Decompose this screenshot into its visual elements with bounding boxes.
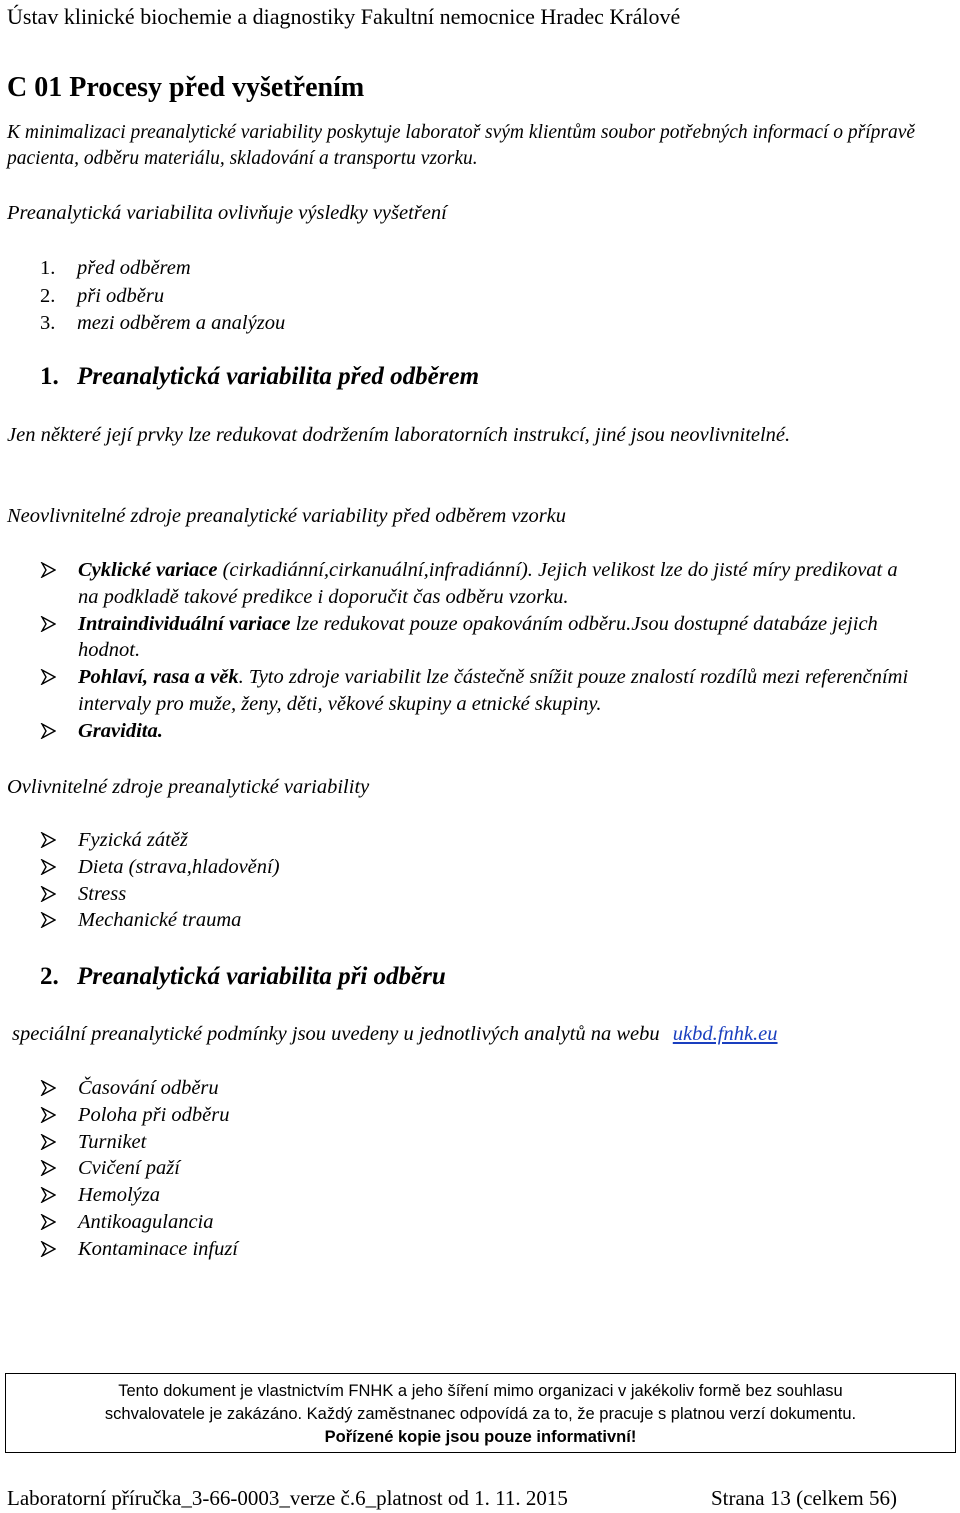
influence-text: Preanalytická variabilita ovlivňuje výsledky vyšetření xyxy=(7,202,447,224)
arrow-bullet-icon xyxy=(40,1134,56,1150)
arrow-bullet-icon xyxy=(40,859,56,875)
arrow-bullet-icon xyxy=(40,1214,56,1230)
item-bold: Intraindividuální variace xyxy=(78,612,291,635)
phase-list xyxy=(40,255,285,338)
item-text: Fyzická zátěž xyxy=(78,829,188,851)
notice-line-bold: Pořízené kopie jsou pouze informativní! xyxy=(324,1428,637,1446)
list-item xyxy=(40,1155,920,1182)
list-item xyxy=(40,881,920,908)
ownership-notice xyxy=(5,1373,956,1453)
section1-subheading2: Ovlivnitelné zdroje preanalytické variability xyxy=(7,776,370,798)
notice-line: schvalovatele je zakázáno. Každý zaměstnanec odpovídá za to, že pracuje s platnou verzí dokumentu. xyxy=(104,1405,857,1423)
item-text: Cvičení paží xyxy=(78,1157,180,1180)
list-number: 1. xyxy=(40,257,56,279)
arrow-bullet-icon xyxy=(40,1107,56,1123)
web-link[interactable]: ukbd.fnhk.eu xyxy=(672,1023,778,1045)
item-bold: Gravidita. xyxy=(78,719,163,742)
list-item xyxy=(40,255,285,283)
list-item xyxy=(40,1129,920,1156)
list-item xyxy=(40,1182,920,1209)
item-text: Kontaminace infuzí xyxy=(78,1237,239,1260)
item-text: Poloha při odběru xyxy=(78,1103,230,1126)
section1-subheading: Neovlivnitelné zdroje preanalytické variability před odběrem vzorku xyxy=(7,505,567,527)
list-number: 2. xyxy=(40,284,56,307)
list-item xyxy=(40,283,285,311)
notice-line: Tento dokument je vlastnictvím FNHK a jeho šíření mimo organizaci v jakékoliv formě bez souhlasu xyxy=(118,1382,843,1400)
arrow-bullet-icon xyxy=(40,562,56,578)
arrow-bullet-icon xyxy=(40,1080,56,1096)
section1-heading xyxy=(40,363,479,391)
item-text: Antikoagulancia xyxy=(78,1210,214,1233)
section-title: Preanalytická variabilita při odběru xyxy=(77,963,446,990)
list-item xyxy=(40,1075,920,1102)
item-bold: Cyklické variace xyxy=(78,559,218,581)
item-text: Hemolýza xyxy=(78,1184,160,1207)
list-item xyxy=(40,557,920,611)
arrow-bullet-icon xyxy=(40,723,56,739)
influenceable-list xyxy=(40,827,920,934)
arrow-bullet-icon xyxy=(40,1160,56,1176)
item-text: Turniket xyxy=(78,1130,147,1153)
arrow-bullet-icon xyxy=(40,616,56,632)
list-label: při odběru xyxy=(77,284,165,307)
item-text: (cirkadiánní,cirkanuální,infradiánní). Jejich velikost lze do jisté míry predikovat a na podkladě takové predikce i doporučit čas odběru vzorku. xyxy=(78,559,898,608)
list-item xyxy=(40,664,920,718)
item-text: lze redukovat pouze opakováním odběru.Jsou dostupné databáze jejich hodnot. xyxy=(78,612,878,662)
list-item xyxy=(40,907,920,934)
page-title: C 01 Procesy před vyšetřením xyxy=(7,72,365,103)
arrow-bullet-icon xyxy=(40,912,56,928)
item-text: Mechanické trauma xyxy=(78,909,242,932)
list-label: před odběrem xyxy=(77,257,191,279)
collection-factors-list xyxy=(40,1075,920,1263)
section-number: 2. xyxy=(40,963,59,990)
list-item xyxy=(40,718,920,745)
arrow-bullet-icon xyxy=(40,669,56,685)
arrow-bullet-icon xyxy=(40,1241,56,1257)
item-text: Dieta (strava,hladovění) xyxy=(78,855,280,878)
intro-paragraph: K minimalizaci preanalytické variability poskytuje laboratoř svým klientům soubor potřebných informací o přípravě pacienta, odběru materiálu, skladování a transportu vzorku. xyxy=(7,122,916,169)
section2-heading xyxy=(40,963,446,991)
item-bold: Pohlaví, rasa a věk xyxy=(78,666,239,689)
item-text: . Tyto zdroje variabilit lze částečně snížit pouze znalostí rozdílů mezi referenčními intervaly pro muže, ženy, děti, věkové skupiny a etnické skupiny. xyxy=(78,666,909,715)
section2-sentence: speciální preanalytické podmínky jsou uvedeny u jednotlivých analytů na webu xyxy=(12,1023,660,1045)
arrow-bullet-icon xyxy=(40,832,56,848)
list-item xyxy=(40,827,920,854)
list-item xyxy=(40,611,920,665)
section-number: 1. xyxy=(40,363,59,390)
arrow-bullet-icon xyxy=(40,886,56,902)
list-number: 3. xyxy=(40,312,56,334)
item-text: Časování odběru xyxy=(78,1077,219,1099)
section2-text xyxy=(12,1021,778,1047)
item-text: Stress xyxy=(78,882,127,905)
list-label: mezi odběrem a analýzou xyxy=(77,312,286,334)
section-title: Preanalytická variabilita před odběrem xyxy=(77,363,480,390)
section1-text: Jen některé její prvky lze redukovat dodržením laboratorních instrukcí, jiné jsou neovlivnitelné. xyxy=(7,424,791,446)
non-influenceable-list xyxy=(40,557,920,745)
arrow-bullet-icon xyxy=(40,1187,56,1203)
document-header: Ústav klinické biochemie a diagnostiky Fakultní nemocnice Hradec Králové xyxy=(7,4,681,29)
list-item xyxy=(40,854,920,881)
list-item xyxy=(40,1209,920,1236)
list-item xyxy=(40,310,285,338)
list-item xyxy=(40,1102,920,1129)
list-item xyxy=(40,1236,920,1263)
footer-page-number: Strana 13 (celkem 56) xyxy=(710,1486,897,1510)
page-footer xyxy=(7,1486,897,1511)
footer-document-id: Laboratorní příručka_3-66-0003_verze č.6_platnost od 1. 11. 2015 xyxy=(7,1486,568,1510)
